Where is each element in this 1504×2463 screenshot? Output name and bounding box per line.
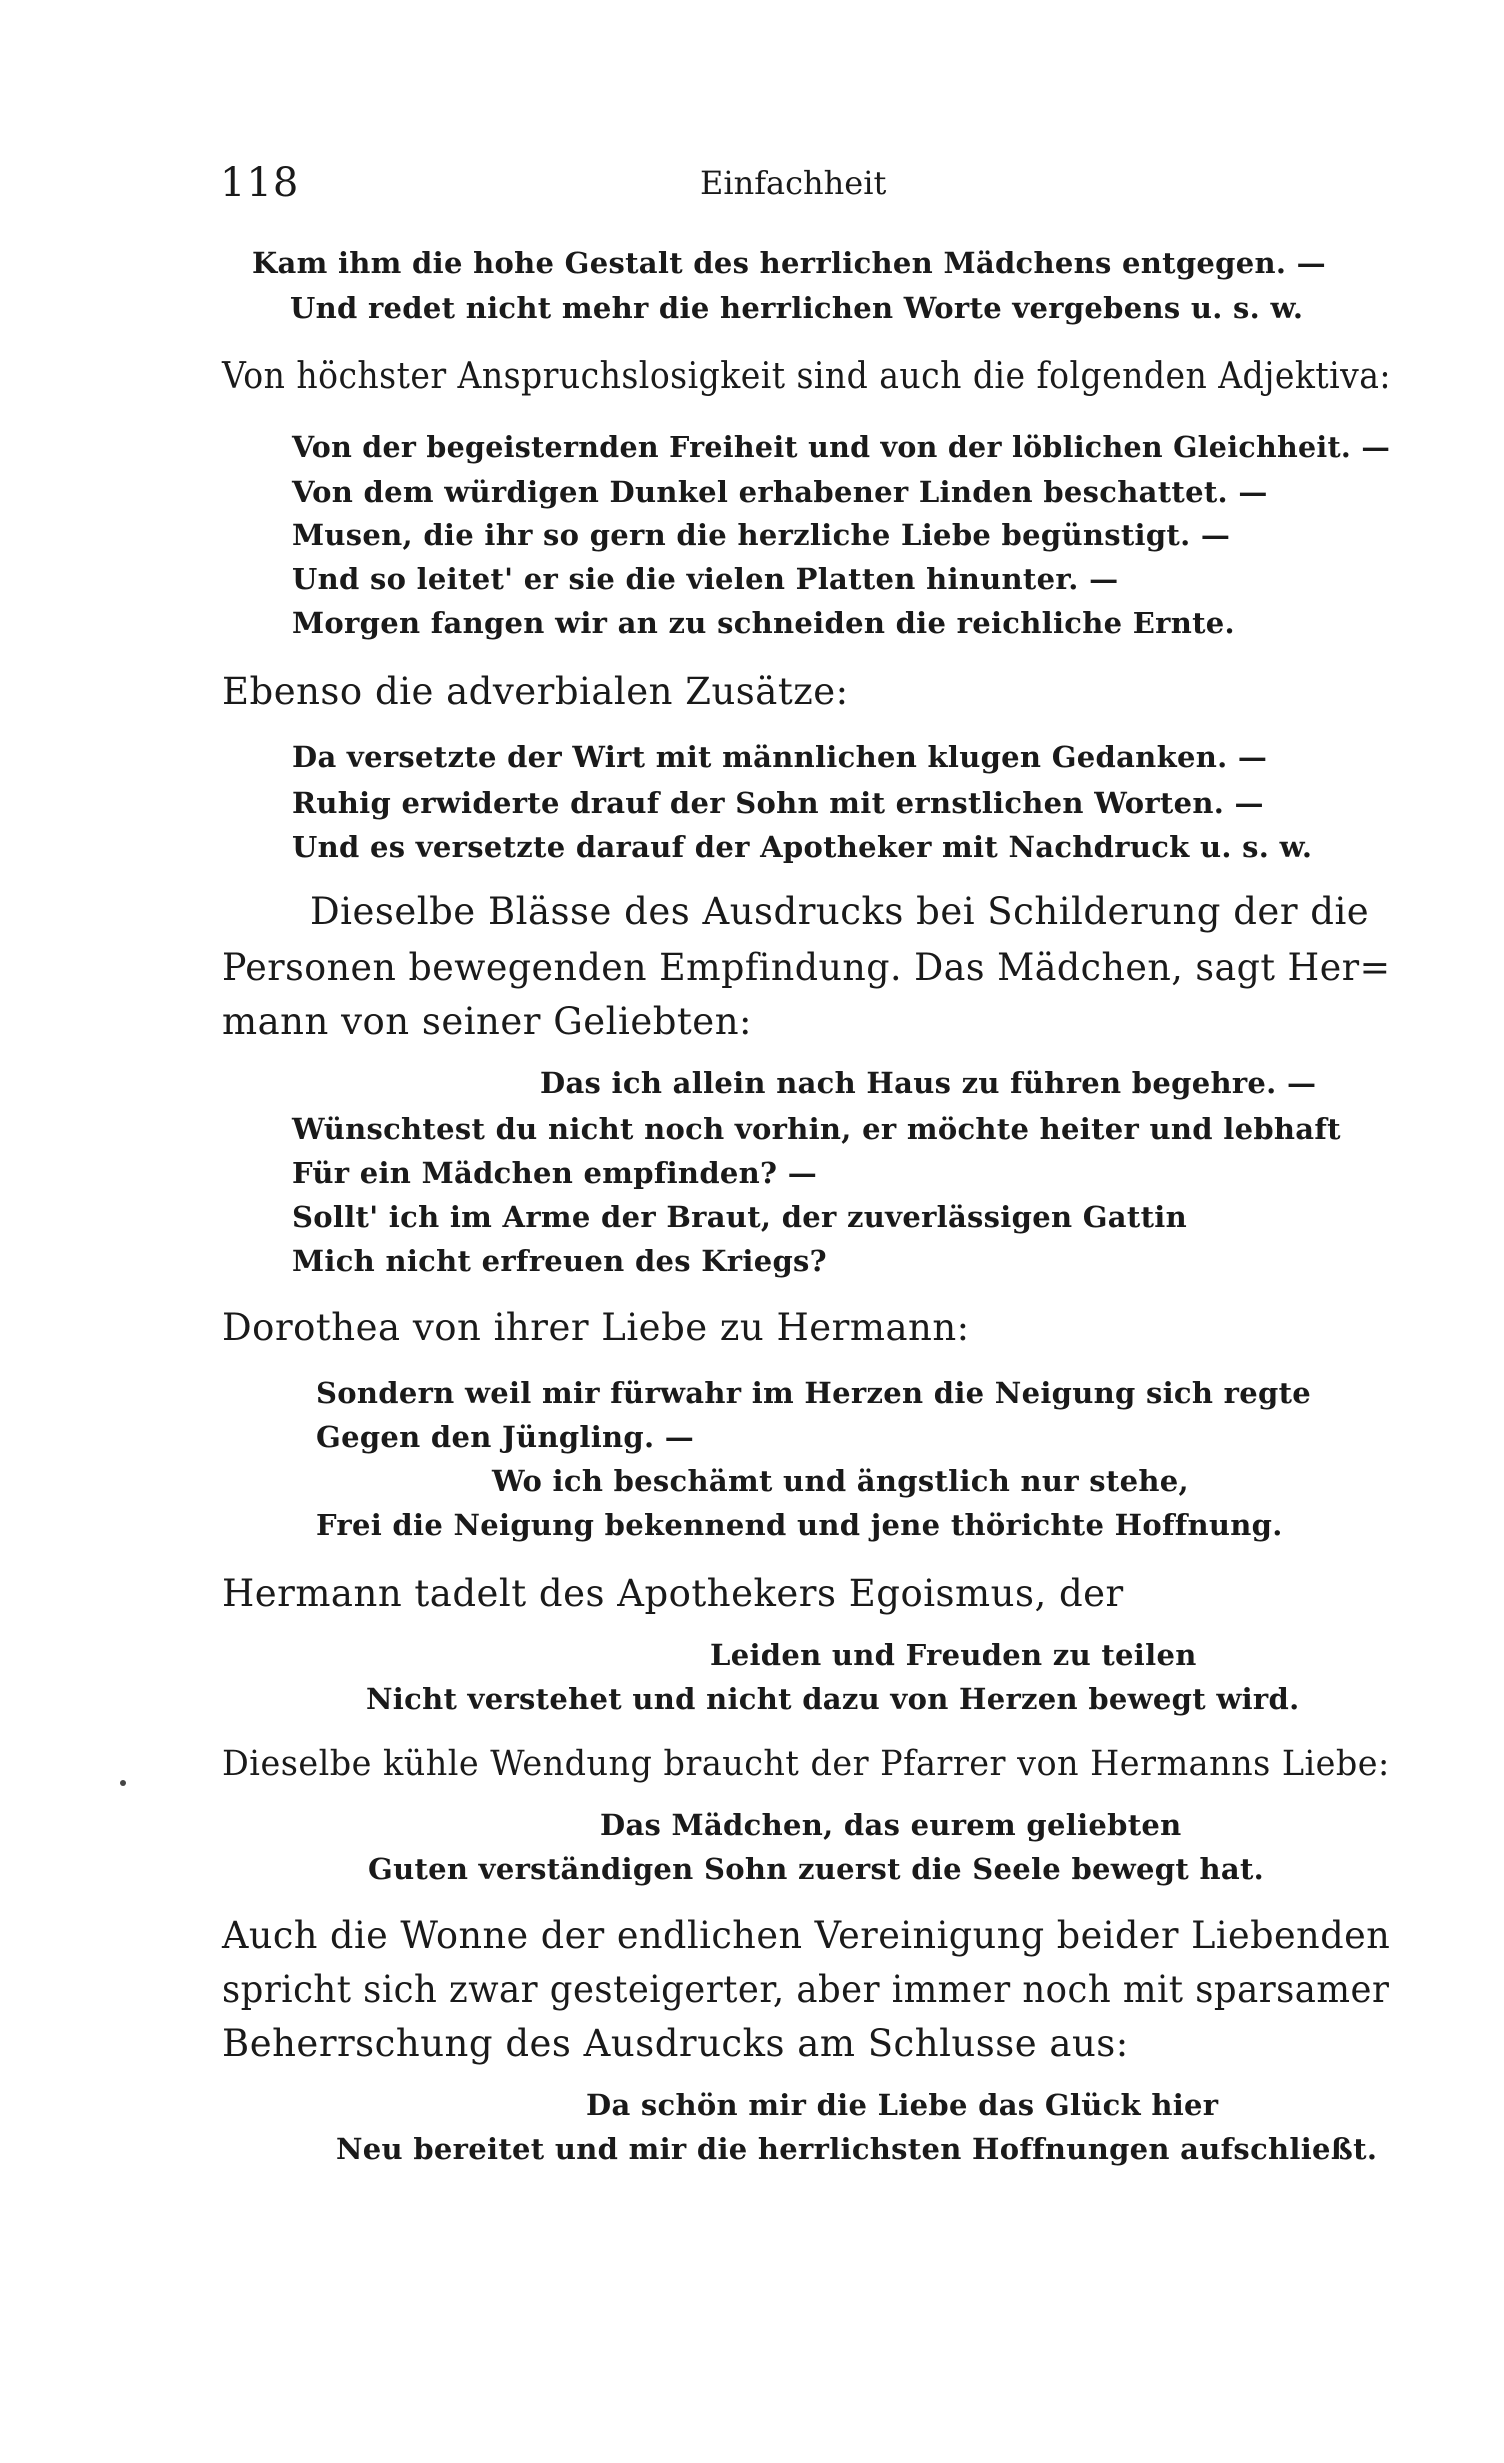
verse-line: Von dem würdigen Dunkel erhabener Linden beschattet. — (292, 475, 1268, 509)
prose-line: Dorothea von ihrer Liebe zu Hermann: (222, 1306, 970, 1349)
running-title: Einfachheit (700, 164, 887, 202)
verse-line: Und redet nicht mehr die herrlichen Worte vergebens u. s. w. (290, 291, 1304, 325)
verse-line: Wünschtest du nicht noch vorhin, er möchte heiter und lebhaft (292, 1112, 1341, 1146)
verse-line: Und es versetzte darauf der Apotheker mit Nachdruck u. s. w. (292, 830, 1313, 864)
verse-line: Ruhig erwiderte drauf der Sohn mit ernstlichen Worten. — (292, 786, 1264, 820)
verse-line: Kam ihm die hohe Gestalt des herrlichen Mädchens entgegen. — (252, 246, 1326, 280)
verse-line: Guten verständigen Sohn zuerst die Seele bewegt hat. (368, 1852, 1265, 1886)
prose-line: Ebenso die adverbialen Zusätze: (222, 670, 849, 713)
page-number: 118 (220, 160, 300, 206)
verse-line: Wo ich beschämt und ängstlich nur stehe, (492, 1464, 1189, 1498)
verse-line: Da versetzte der Wirt mit männlichen klugen Gedanken. — (292, 740, 1268, 774)
verse-line: Sollt' ich im Arme der Braut, der zuverlässigen Gattin (292, 1200, 1187, 1234)
verse-line: Frei die Neigung bekennend und jene thörichte Hoffnung. (316, 1508, 1283, 1542)
verse-line: Gegen den Jüngling. — (316, 1420, 695, 1454)
prose-line: Dieselbe Blässe des Ausdrucks bei Schilderung der die (310, 890, 1370, 933)
verse-line: Da schön mir die Liebe das Glück hier (586, 2088, 1219, 2122)
verse-line: Das ich allein nach Haus zu führen begehre. — (540, 1066, 1317, 1100)
prose-line: Personen bewegenden Empfindung. Das Mädchen, sagt Her= (222, 946, 1391, 989)
verse-line: Musen, die ihr so gern die herzliche Liebe begünstigt. — (292, 518, 1231, 552)
speck (120, 1780, 126, 1786)
verse-line: Das Mädchen, das eurem geliebten (600, 1808, 1182, 1842)
prose-line: mann von seiner Geliebten: (222, 1000, 752, 1043)
verse-line: Und so leitet' er sie die vielen Platten hinunter. — (292, 562, 1119, 596)
verse-line: Neu bereitet und mir die herrlichsten Hoffnungen aufschließt. (336, 2132, 1378, 2166)
verse-line: Morgen fangen wir an zu schneiden die reichliche Ernte. (292, 606, 1235, 640)
verse-line: Mich nicht erfreuen des Kriegs? (292, 1244, 827, 1278)
prose-line: Von höchster Anspruchslosigkeit sind auch die folgenden Adjektiva: (222, 356, 1392, 397)
prose-line: spricht sich zwar gesteigerter, aber immer noch mit sparsamer (222, 1968, 1390, 2011)
verse-line: Leiden und Freuden zu teilen (710, 1638, 1197, 1672)
verse-line: Nicht verstehet und nicht dazu von Herzen bewegt wird. (366, 1682, 1300, 1716)
verse-line: Sondern weil mir fürwahr im Herzen die Neigung sich regte (316, 1376, 1312, 1410)
prose-line: Beherrschung des Ausdrucks am Schlusse aus: (222, 2022, 1129, 2065)
verse-line: Von der begeisternden Freiheit und von der löblichen Gleichheit. — (292, 430, 1391, 464)
page-header (220, 160, 1370, 210)
prose-line: Dieselbe kühle Wendung braucht der Pfarrer von Hermanns Liebe: (222, 1744, 1390, 1784)
verse-line: Für ein Mädchen empfinden? — (292, 1156, 818, 1190)
prose-line: Hermann tadelt des Apothekers Egoismus, der (222, 1572, 1124, 1615)
prose-line: Auch die Wonne der endlichen Vereinigung beider Liebenden (222, 1914, 1391, 1957)
